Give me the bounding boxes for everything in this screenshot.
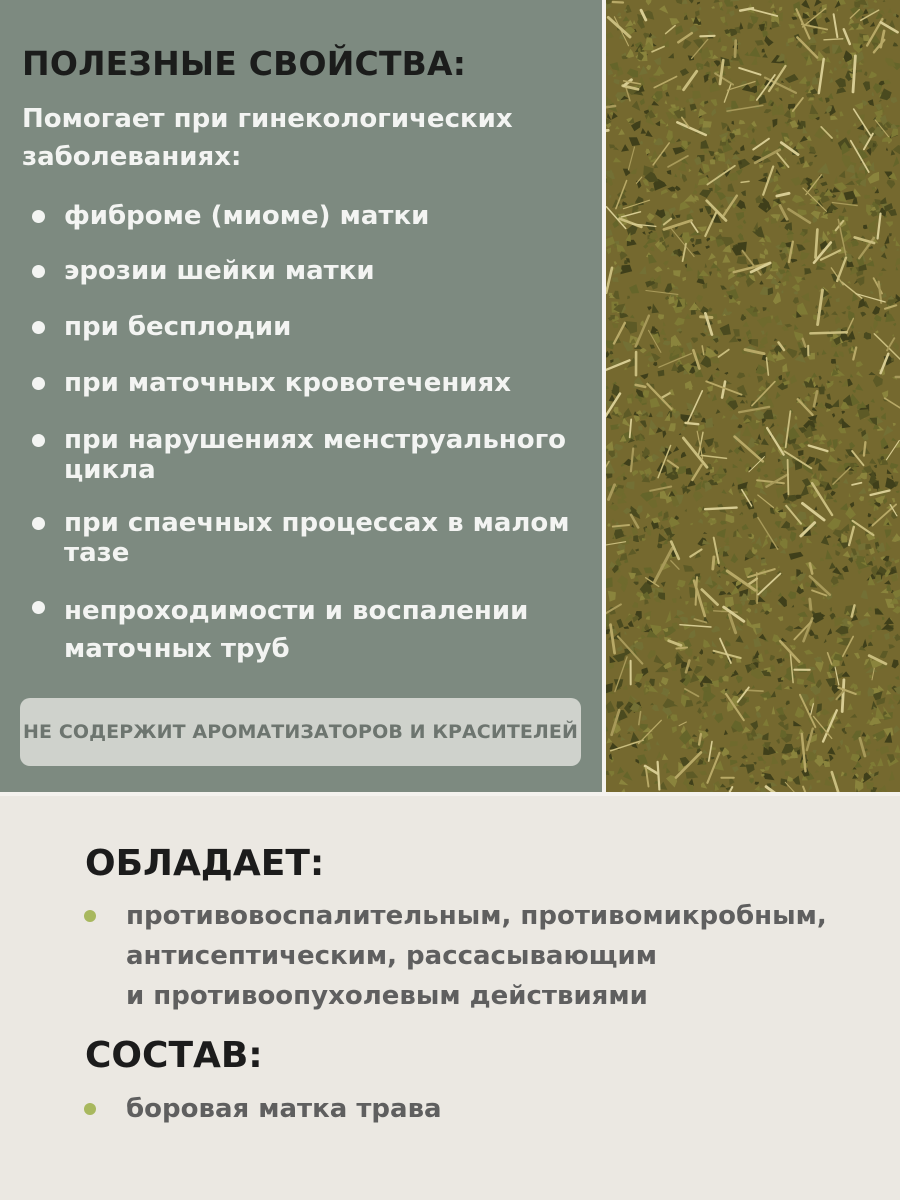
bullet-dot-icon	[32, 321, 45, 334]
properties-panel	[0, 0, 602, 792]
list-item-text: непроходимости и воспалении маточных труб	[64, 596, 529, 664]
list-item-text: при спаечных процессах в малом тазе	[64, 508, 570, 568]
bullet-dot-icon	[32, 210, 45, 223]
list-item-text: фиброме (миоме) матки	[64, 201, 430, 231]
list-item-text: при маточных кровотечениях	[64, 368, 511, 398]
dried-herb-texture	[606, 0, 900, 792]
list-item-text: при нарушениях менструального цикла	[64, 425, 567, 485]
list-item-text: эрозии шейки матки	[64, 256, 375, 286]
composition-title: СОСТАВ:	[85, 1035, 263, 1076]
bullet-dot-icon	[84, 1103, 96, 1115]
bullet-dot-icon	[32, 517, 45, 530]
bullet-dot-icon	[32, 265, 45, 278]
effects-item-text: противовоспалительным, противомикробным, антисептическим, рассасывающим и противоопухолевым действиями	[126, 901, 827, 1011]
list-item-text: при бесплодии	[64, 312, 292, 342]
bullet-dot-icon	[32, 377, 45, 390]
horizontal-divider	[0, 792, 900, 796]
bullet-dot-icon	[32, 434, 45, 447]
properties-title: ПОЛЕЗНЫЕ СВОЙСТВА:	[22, 44, 467, 83]
bullet-dot-icon	[84, 910, 96, 922]
composition-item-text: боровая матка трава	[126, 1094, 442, 1124]
properties-intro: Помогает при гинекологических заболеваниях:	[22, 104, 513, 172]
no-additives-badge-text: НЕ СОДЕРЖИТ АРОМАТИЗАТОРОВ И КРАСИТЕЛЕЙ	[23, 721, 578, 743]
effects-title: ОБЛАДАЕТ:	[85, 843, 325, 884]
dried-herb-image	[606, 0, 900, 792]
bullet-dot-icon	[32, 601, 45, 614]
no-additives-badge	[20, 698, 581, 766]
